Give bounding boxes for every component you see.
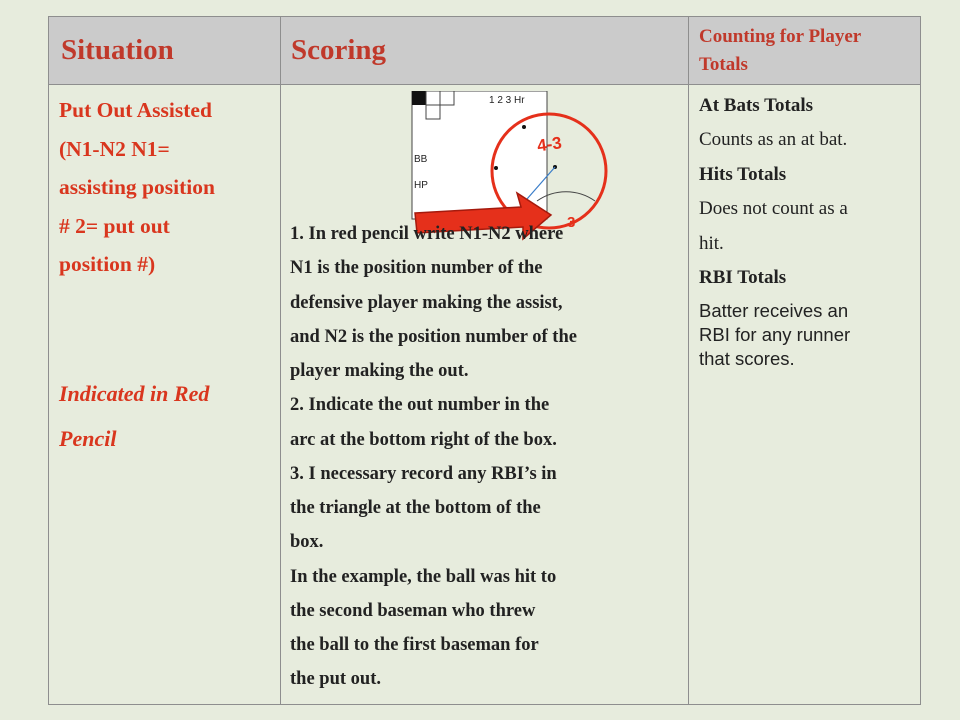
hits-text: Does not count as a — [699, 198, 848, 220]
instruction-line: defensive player making the assist, — [290, 292, 563, 313]
play-notation: 4-3 — [535, 133, 563, 156]
instruction-line: the put out. — [290, 669, 381, 690]
situation-note — [59, 371, 269, 461]
out-number: 3 — [567, 214, 576, 231]
instruction-line: 3. I necessary record any RBI’s in — [290, 463, 557, 484]
rbi-text-line: that scores. — [699, 348, 795, 370]
instruction-line: 1. In red pencil write N1-N2 where — [290, 224, 564, 244]
situation-line: position #) — [59, 252, 156, 276]
bb-label: BB — [414, 154, 428, 165]
count-square — [426, 105, 440, 119]
at-bats-title: At Bats Totals — [699, 95, 814, 116]
instruction-line: player making the out. — [290, 361, 469, 381]
instruction-line: arc at the bottom right of the box. — [290, 429, 557, 450]
instruction-line: In the example, the ball was hit to — [290, 566, 557, 587]
header-counting — [699, 17, 861, 84]
header-counting-line: Totals — [699, 53, 748, 75]
instruction-line: the triangle at the bottom of the — [290, 498, 541, 518]
instruction-line: the second baseman who threw — [290, 600, 536, 621]
field-dot — [522, 125, 526, 129]
hits-title: Hits Totals — [699, 163, 787, 185]
filled-square — [412, 91, 426, 105]
rbi-title: RBI Totals — [699, 267, 787, 289]
rbi-text-line: Batter receives an — [699, 300, 849, 322]
innings-label: 1 2 3 Hr — [489, 95, 525, 106]
situation-note-line: Indicated in Red — [59, 381, 210, 406]
instruction-line: N1 is the position number of the — [290, 258, 543, 279]
instruction-line: box. — [290, 532, 324, 553]
column-divider — [280, 17, 281, 704]
hits-text: hit. — [699, 232, 724, 254]
at-bats-text: Counts as an at bat. — [699, 129, 848, 151]
header-counting-line: Counting for Player — [699, 25, 862, 47]
situation-line: (N1-N2 N1= — [59, 136, 170, 161]
situation-description — [59, 91, 269, 284]
scoring-instructions — [290, 217, 680, 697]
rbi-text-line: RBI for any runner — [699, 324, 851, 346]
scoring-table — [48, 16, 921, 705]
situation-line: # 2= put out — [59, 213, 170, 238]
instruction-line: the ball to the first baseman for — [290, 635, 539, 655]
situation-note-line: Pencil — [59, 426, 117, 451]
instruction-line: 2. Indicate the out number in the — [290, 395, 550, 416]
header-scoring: Scoring — [291, 34, 387, 66]
counting-totals — [699, 89, 899, 371]
count-square — [426, 91, 440, 105]
rbi-text — [699, 299, 899, 371]
situation-line: Put Out Assisted — [59, 98, 212, 122]
situation-line: assisting position — [59, 175, 215, 199]
instruction-line: and N2 is the position number of the — [290, 326, 577, 347]
column-divider — [688, 17, 689, 704]
hp-label: HP — [414, 180, 428, 191]
count-square — [440, 91, 454, 105]
field-dot — [494, 166, 498, 170]
header-situation: Situation — [61, 34, 174, 66]
